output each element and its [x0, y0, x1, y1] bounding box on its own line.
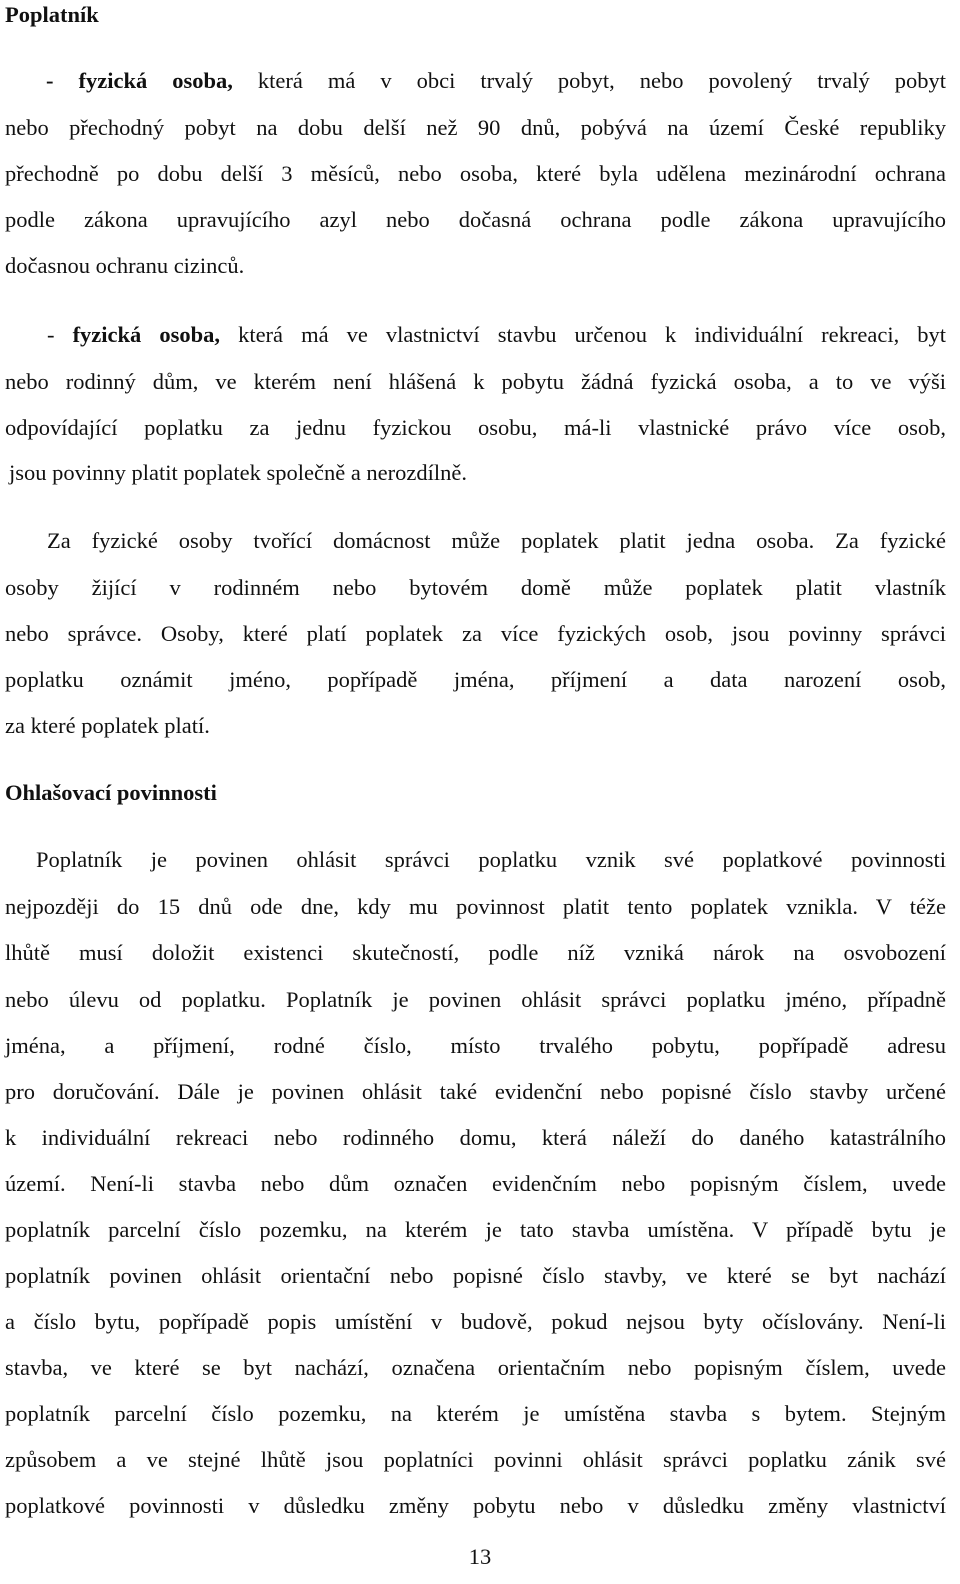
paragraph-line: za které poplatek platí. — [5, 713, 210, 738]
paragraph-line: poplatník parcelní číslo pozemku, na kterém je tato stavba umístěna. V případě bytu je — [5, 1217, 946, 1242]
paragraph-line — [46, 67, 946, 95]
text-span: která má ve vlastnictví stavbu určenou k individuální rekreaci, byt — [238, 322, 947, 347]
paragraph-line: způsobem a ve stejné lhůtě jsou poplatníci povinni ohlásit správci poplatku zánik své — [5, 1447, 946, 1472]
paragraph-line: Poplatník je povinen ohlásit správci poplatku vznik své poplatkové povinnosti — [36, 847, 946, 872]
paragraph-line: k individuální rekreaci nebo rodinného domu, která náleží do daného katastrálního — [5, 1125, 946, 1150]
paragraph-line: přechodně po dobu delší 3 měsíců, nebo osoba, které byla udělena mezinárodní ochrana — [5, 161, 946, 186]
paragraph-line: osoby žijící v rodinném nebo bytovém domě může poplatek platit vlastník — [5, 575, 946, 600]
bold-term: fyzická osoba, — [72, 322, 220, 347]
paragraph-line: jsou povinny platit poplatek společně a nerozdílně. — [9, 460, 468, 485]
paragraph-line: Za fyzické osoby tvořící domácnost může poplatek platit jedna osoba. Za fyzické — [47, 528, 946, 553]
paragraph-line: poplatník parcelní číslo pozemku, na kterém je umístěna stavba s bytem. Stejným — [5, 1401, 946, 1426]
paragraph-line: poplatku oznámit jméno, popřípadě jména, příjmení a data narození osob, — [5, 667, 946, 692]
paragraph-line: poplatkové povinnosti v důsledku změny pobytu nebo v důsledku změny vlastnictví — [5, 1493, 946, 1518]
paragraph-line: podle zákona upravujícího azyl nebo dočasná ochrana podle zákona upravujícího — [5, 207, 946, 232]
bold-term: - fyzická osoba, — [46, 68, 233, 93]
paragraph-line: pro doručování. Dále je povinen ohlásit také evidenční nebo popisné číslo stavby určené — [5, 1079, 946, 1104]
paragraph-line: nebo rodinný dům, ve kterém není hlášená k pobytu žádná fyzická osoba, a to ve výši — [5, 369, 946, 394]
paragraph-line: stavba, ve které se byt nachází, označena orientačním nebo popisným číslem, uvede — [5, 1355, 946, 1380]
paragraph-line: území. Není-li stavba nebo dům označen evidenčním nebo popisným číslem, uvede — [5, 1171, 946, 1196]
paragraph-line: nejpozději do 15 dnů ode dne, kdy mu povinnost platit tento poplatek vznikla. V téže — [5, 894, 946, 919]
text-span: - — [47, 322, 73, 347]
paragraph-line: poplatník povinen ohlásit orientační nebo popisné číslo stavby, ve které se byt nachází — [5, 1263, 946, 1288]
paragraph-line — [47, 321, 946, 349]
section-heading-poplatnik: Poplatník — [5, 2, 99, 27]
paragraph-line: nebo úlevu od poplatku. Poplatník je povinen ohlásit správci poplatku jméno, případně — [5, 987, 946, 1012]
text-span: která má v obci trvalý pobyt, nebo povolený trvalý pobyt — [257, 68, 946, 93]
page-number: 13 — [468, 1544, 492, 1569]
paragraph-line: lhůtě musí doložit existenci skutečností, podle níž vzniká nárok na osvobození — [5, 940, 946, 965]
paragraph-line: a číslo bytu, popřípadě popis umístění v budově, pokud nejsou byty očíslovány. Není-li — [5, 1309, 946, 1334]
paragraph-line: jména, a příjmení, rodné číslo, místo trvalého pobytu, popřípadě adresu — [5, 1033, 946, 1058]
paragraph-line: nebo přechodný pobyt na dobu delší než 90 dnů, pobývá na území České republiky — [5, 115, 946, 140]
section-heading-ohlasovaci-povinnosti: Ohlašovací povinnosti — [5, 780, 217, 805]
paragraph-line: nebo správce. Osoby, které platí poplatek za více fyzických osob, jsou povinny správci — [5, 621, 946, 646]
paragraph-line: odpovídající poplatku za jednu fyzickou osobu, má-li vlastnické právo více osob, — [5, 415, 946, 440]
paragraph-line: dočasnou ochranu cizinců. — [5, 253, 245, 278]
